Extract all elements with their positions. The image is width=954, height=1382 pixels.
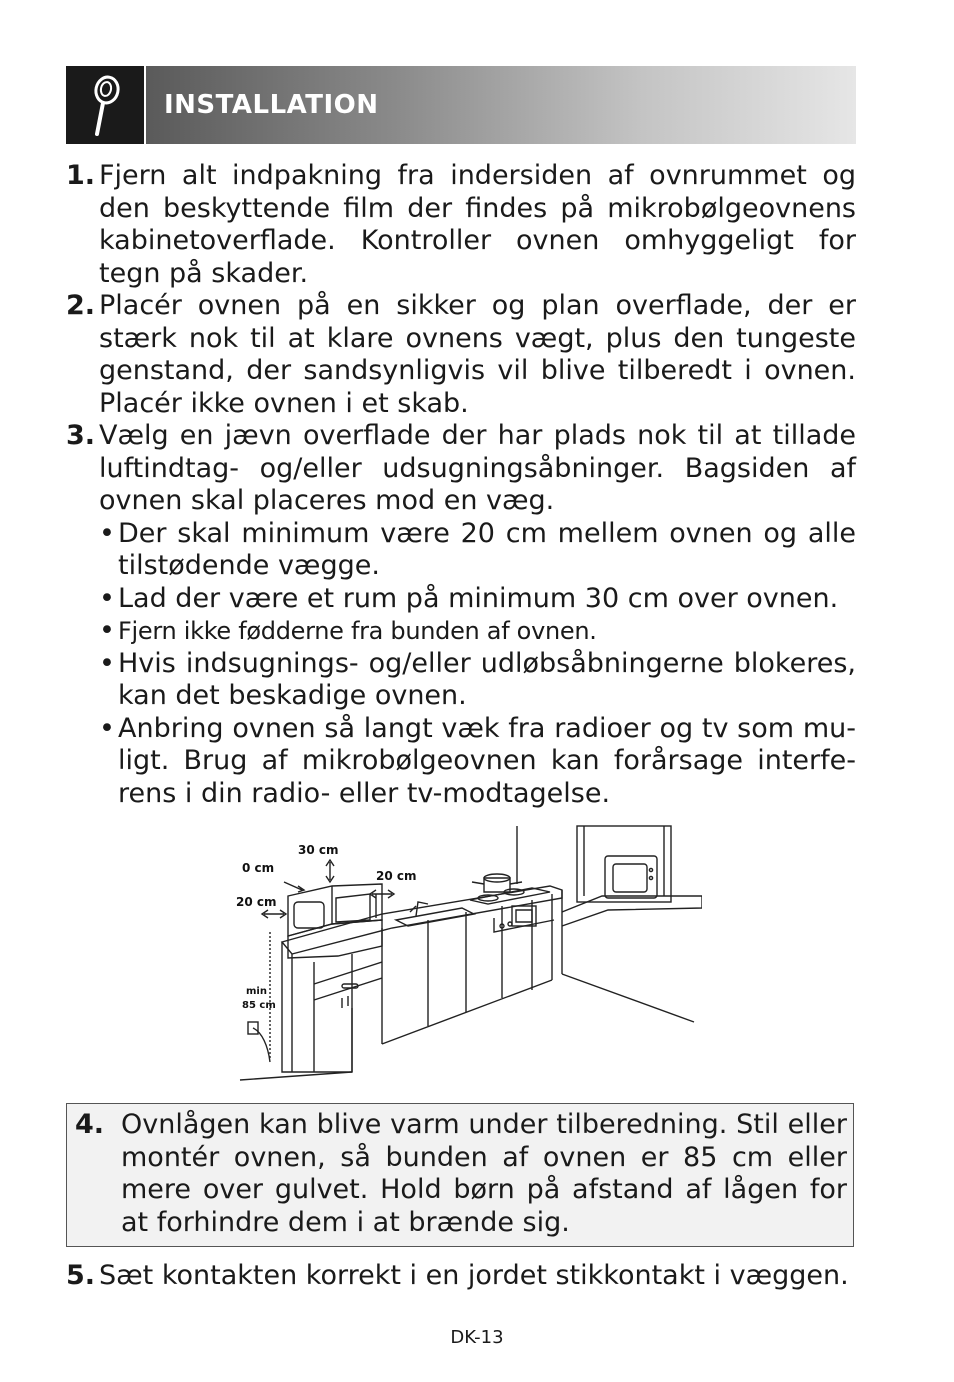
pin-icon <box>85 72 125 138</box>
clearance-left-label: 20 cm <box>236 895 277 909</box>
bullet-marker: • <box>99 517 115 549</box>
page-number: DK-13 <box>450 1327 504 1348</box>
bullet-item <box>99 648 856 713</box>
instructions <box>66 160 856 810</box>
kitchen-drawing <box>232 822 702 1084</box>
header-bar <box>146 66 856 144</box>
clearance-zero-label: 0 cm <box>242 861 275 875</box>
bullet-text: Lad der være et rum på minimum 30 cm over ovnen. <box>118 582 839 614</box>
list-item <box>66 1260 856 1292</box>
item-text: Placér ovnen på en sikker og plan overflade, der er stærk nok til at klare ovnens vægt, plus den tungeste genstand, der sandsynligvis vil blive tilberedt i ovnen. Placér ikke ovnen i et skab. <box>99 290 856 419</box>
height-min-label: min <box>246 986 267 997</box>
bullet-text: Hvis indsugnings- og/eller udløbsåbningerne blokeres, kan det beskadige ovnen. <box>118 647 856 711</box>
item-number: 4. <box>75 1109 105 1140</box>
bullet-item <box>99 583 856 616</box>
bullet-text: Fjern ikke fødderne fra bunden af ovnen. <box>118 617 597 645</box>
clearance-right-label: 20 cm <box>376 869 417 883</box>
height-value-label: 85 cm <box>242 1000 276 1011</box>
page-title: INSTALLATION <box>164 90 379 120</box>
bullet-item <box>99 713 856 811</box>
list-item <box>66 290 856 420</box>
item-number: 3. <box>66 420 96 451</box>
list-item <box>66 160 856 290</box>
kitchen-illustration <box>232 822 702 1084</box>
item-text: Sæt kontakten korrekt i en jordet stikkontakt i væggen. <box>99 1260 849 1291</box>
bullet-text: Der skal minimum være 20 cm mellem ovnen og alle tilstødende vægge. <box>118 517 856 581</box>
list-item <box>66 420 856 518</box>
item-text: Fjern alt indpakning fra indersiden af ovnrummet og den beskyttende film der findes på mikrobølgeovnens kabinetoverflade. Kontroller ovnen omhyggeligt for tegn på skader. <box>99 160 856 289</box>
item-text: Vælg en jævn overflade der har plads nok til at tillade luftindtag- og/eller udsugningsåbninger. Bagsiden af ovnen skal placeres mod en væg. <box>99 420 856 516</box>
bullet-marker: • <box>99 582 115 614</box>
section-header <box>66 66 856 144</box>
notice-box <box>66 1103 854 1247</box>
bullet-marker: • <box>99 615 115 646</box>
item-text: Ovnlågen kan blive varm under tilberedning. Stil eller montér ovnen, så bunden af ovnen er 85 cm eller mere over gulvet. Hold børn på afstand af lågen for at forhindre dem i at brænde sig. <box>121 1109 847 1238</box>
bullet-item <box>99 615 856 648</box>
clearance-top-label: 30 cm <box>298 843 339 857</box>
bullet-text: Anbring ovnen så langt væk fra radioer og tv som muligt. Brug af mikrobølgeovnen kan forårsage interferens i din radio- eller tv-modtagelse. <box>118 712 856 809</box>
bullet-marker: • <box>99 647 115 679</box>
header-icon-box <box>66 66 144 144</box>
item-number: 5. <box>66 1260 96 1291</box>
item-number: 2. <box>66 290 96 321</box>
bullet-item <box>99 518 856 583</box>
item-number: 1. <box>66 160 96 191</box>
list-item <box>75 1109 847 1239</box>
bullet-list <box>99 518 856 811</box>
bullet-marker: • <box>99 712 115 744</box>
